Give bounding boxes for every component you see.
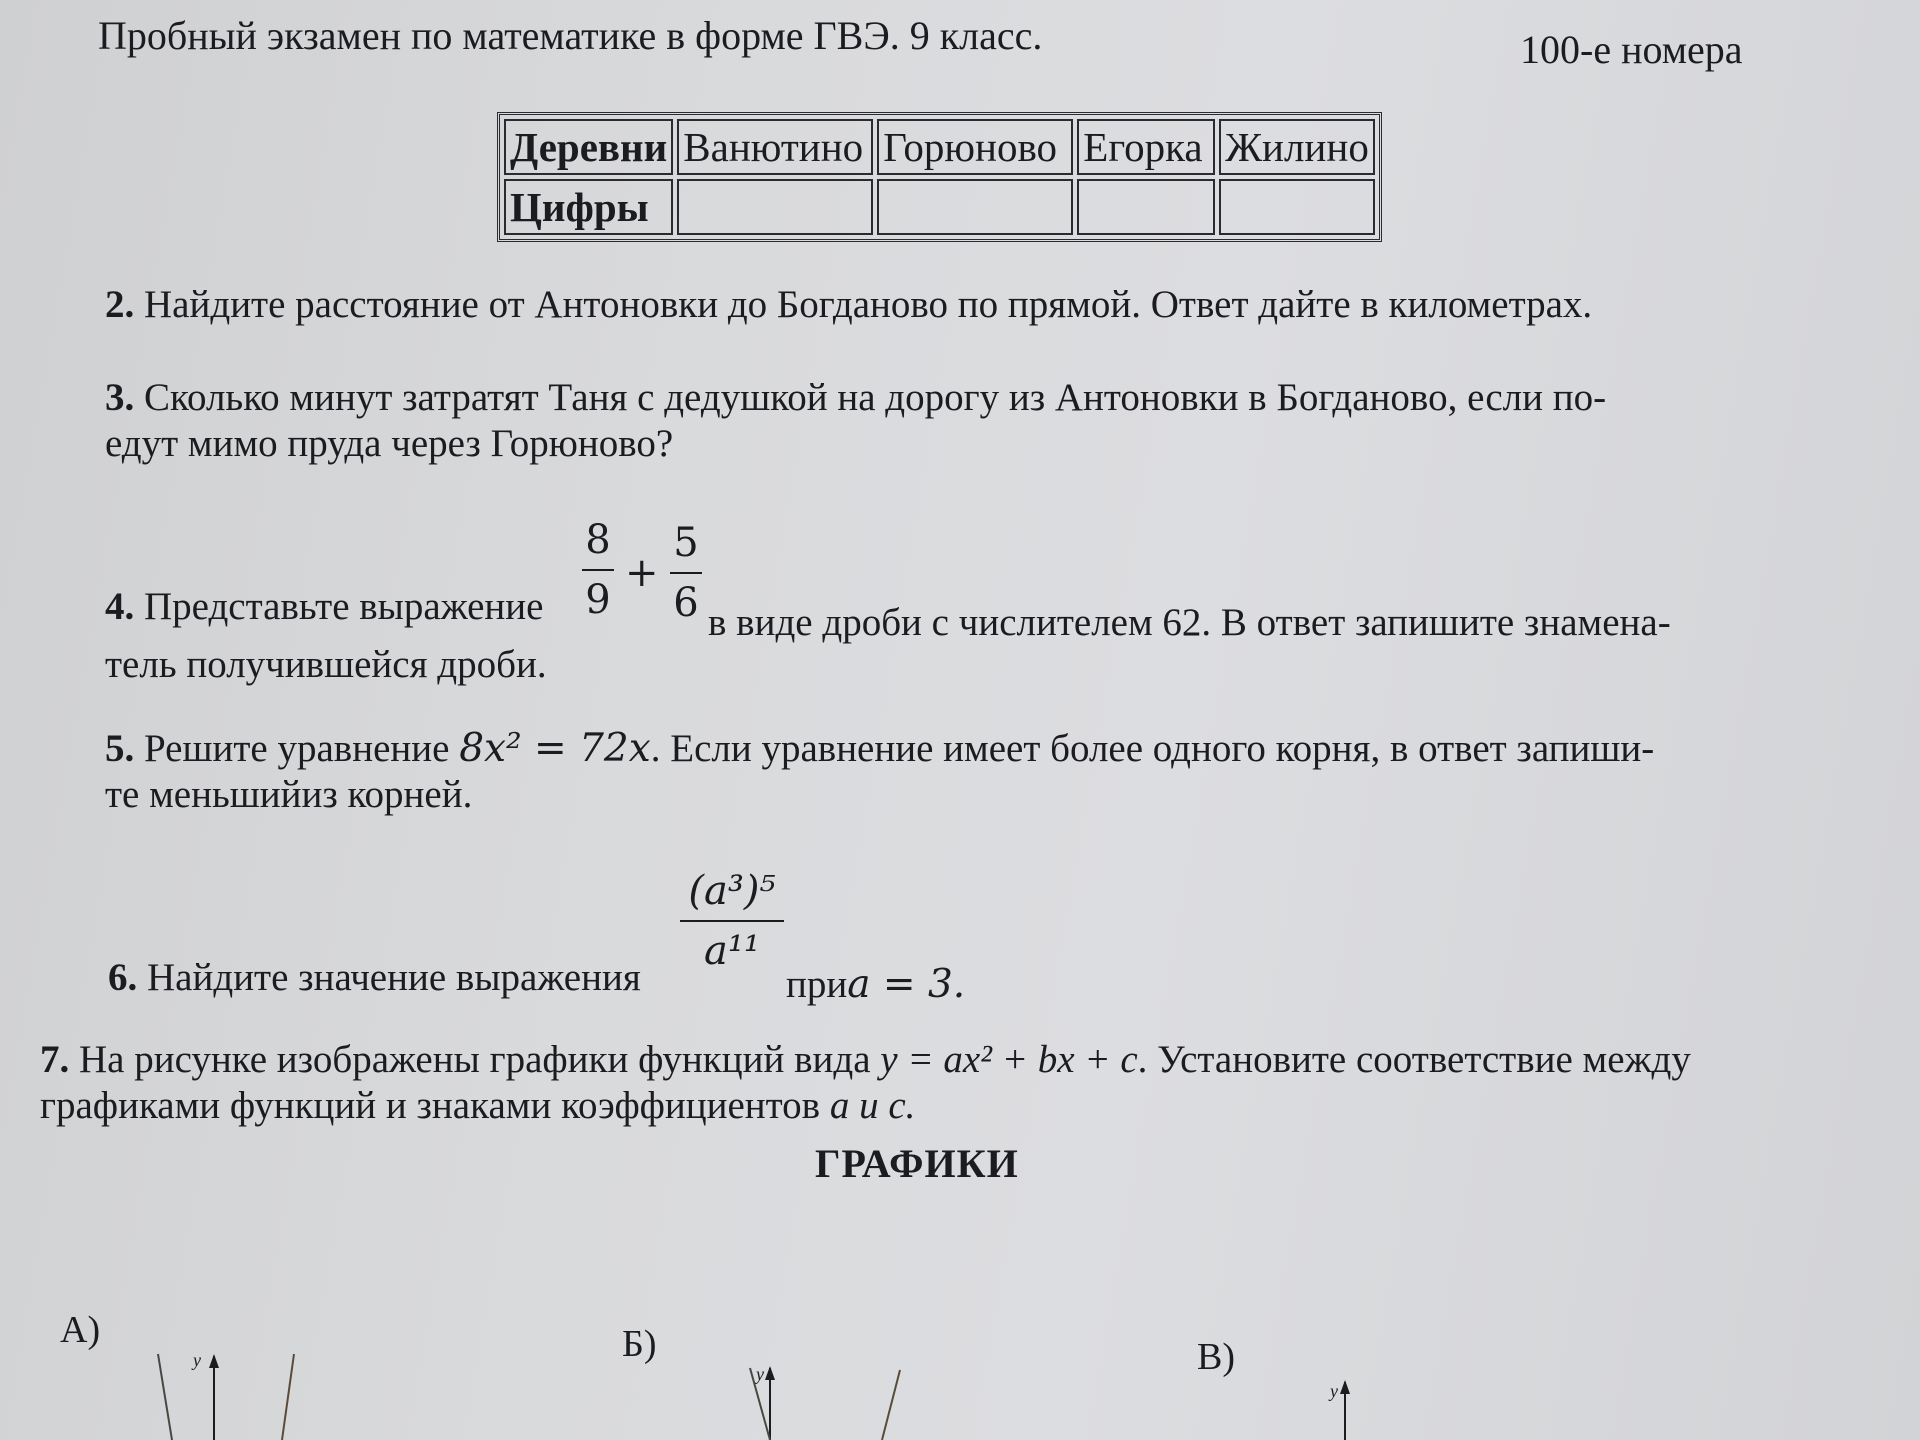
task-text: Решите уравнение: [144, 727, 450, 770]
task-text: едут мимо пруда через Горюново?: [105, 422, 674, 465]
task-4: [105, 584, 543, 630]
task-text: На рисунке изображены графики функций вида: [79, 1038, 871, 1081]
graph-label-v: В): [1197, 1336, 1235, 1378]
fraction-denominator: 6: [673, 580, 699, 626]
task-number: 6.: [108, 956, 138, 999]
task-text: графиками функций и знаками коэффициентов: [40, 1084, 821, 1127]
fraction-denominator: a¹¹: [704, 928, 760, 974]
fraction-bar: [582, 569, 614, 571]
fraction-bar: [680, 920, 784, 922]
table-row: [504, 179, 1375, 235]
fraction-8-9: [582, 517, 614, 623]
axis-label-b: y: [756, 1364, 764, 1384]
task-number: 7.: [40, 1038, 70, 1081]
arrow-v-icon: [1340, 1380, 1350, 1394]
task-text: в виде дроби с числителем 62. В ответ запишите знамена-: [708, 601, 1671, 644]
parabola-branch-a-left: [158, 1354, 172, 1440]
task-5: [105, 726, 1654, 818]
task-number: 3.: [105, 376, 135, 419]
coefficients: a и c.: [829, 1084, 916, 1127]
task-number: 5.: [105, 727, 135, 770]
task-text: Сколько минут затратят Таня с дедушкой на дорогу из Антоновки в Богданово, если по-: [144, 376, 1607, 419]
table-cell: Деревни: [504, 119, 673, 175]
variant-label: 100-е номера: [1520, 27, 1743, 72]
task-text: Найдите значение выражения: [147, 956, 641, 999]
table-row: [504, 119, 1375, 175]
fraction-numerator: 5: [673, 520, 699, 566]
fraction-numerator: (a³)⁵: [688, 868, 776, 914]
fraction-denominator: 9: [585, 577, 611, 623]
graphs-title: ГРАФИКИ: [815, 1141, 1019, 1186]
arrow-b-icon: [765, 1366, 775, 1380]
table-cell: Горюново: [877, 119, 1073, 175]
fraction-bar: [670, 572, 702, 574]
equation: 8x² = 72x: [459, 726, 651, 771]
task-text: при: [786, 963, 848, 1006]
villages-table: [497, 112, 1382, 242]
task-6-condition: [786, 962, 965, 1008]
formula: y = ax² + bx + c: [880, 1038, 1138, 1081]
fraction-numerator: 8: [585, 517, 611, 563]
task-6: [108, 955, 641, 1001]
arrow-a-icon: [209, 1354, 219, 1368]
task-text: тель получившейся дроби.: [105, 643, 547, 686]
task-4-line2: [105, 642, 547, 688]
task-2: [105, 282, 1592, 328]
task-text: те меньшийиз корней.: [105, 773, 473, 816]
condition: a = 3.: [847, 962, 966, 1007]
graph-label-a: А): [60, 1309, 101, 1351]
table-cell: Ванютино: [677, 119, 873, 175]
task-text: Представьте выражение: [144, 585, 544, 628]
task-number: 2.: [105, 283, 135, 326]
parabola-branch-a-right: [282, 1354, 294, 1440]
task-text: . Установите соответствие между: [1137, 1038, 1691, 1081]
task-3: [105, 375, 1606, 467]
table-cell: Егорка: [1077, 119, 1215, 175]
answer-cell[interactable]: [877, 179, 1073, 235]
parabola-branch-b-right: [882, 1370, 900, 1440]
exam-title: Пробный экзамен по математике в форме ГВЭ. 9 класс.: [98, 13, 1043, 58]
fraction-5-6: [670, 520, 702, 626]
table-cell: Цифры: [504, 179, 673, 235]
answer-cell[interactable]: [1077, 179, 1215, 235]
task-text: . Если уравнение имеет более одного корня, в ответ запиши-: [650, 727, 1655, 770]
task-number: 4.: [105, 585, 135, 628]
answer-cell[interactable]: [1219, 179, 1375, 235]
graph-label-b: Б): [622, 1323, 657, 1365]
fraction-power: [680, 868, 784, 974]
task-7: [40, 1037, 1691, 1129]
table-cell: Жилино: [1219, 119, 1375, 175]
answer-cell[interactable]: [677, 179, 873, 235]
axis-label-a: y: [193, 1350, 201, 1370]
task-4-continued: [708, 600, 1671, 646]
task-text: Найдите расстояние от Антоновки до Богданово по прямой. Ответ дайте в километрах.: [144, 283, 1593, 326]
axis-label-v: y: [1330, 1381, 1338, 1401]
graphs-area: [0, 1300, 1920, 1440]
plus-sign: +: [625, 550, 659, 596]
